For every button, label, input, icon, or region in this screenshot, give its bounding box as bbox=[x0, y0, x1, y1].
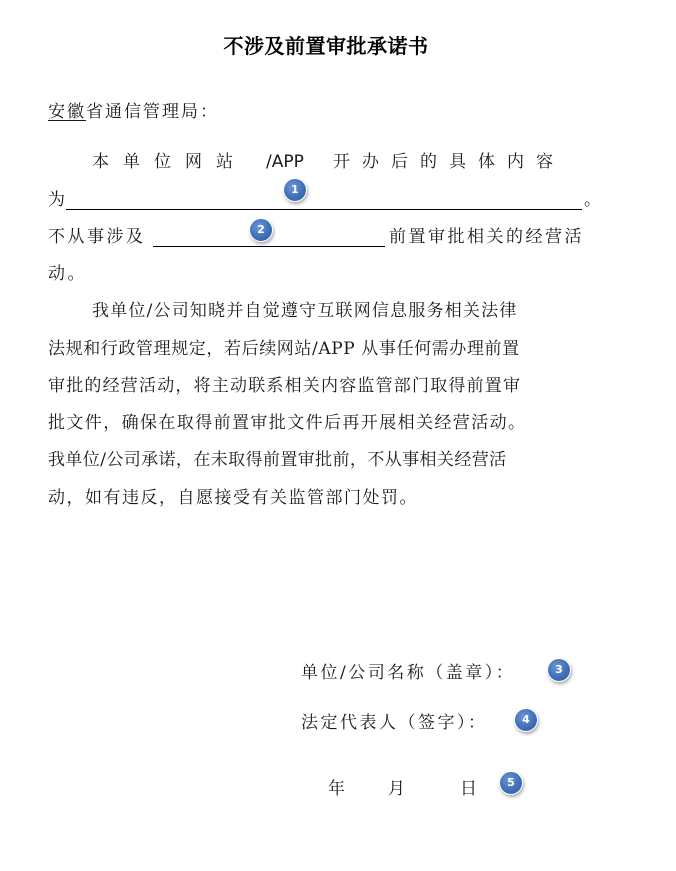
para1-line1-prefix: 本单位网站 bbox=[92, 152, 247, 172]
para1-line1-app: /APP bbox=[266, 152, 304, 172]
field-marker-3[interactable]: 3 bbox=[547, 658, 571, 682]
business-content-blank[interactable] bbox=[66, 209, 582, 210]
addressee bbox=[48, 97, 219, 122]
para2-line1: 我单位/公司知晓并自觉遵守互联网信息服务相关法律 bbox=[92, 301, 518, 321]
para1-line3-end: 前置审批相关的经营活 bbox=[389, 227, 584, 247]
company-name-label: 单位/公司名称（盖章）： bbox=[301, 663, 516, 683]
date-month-label: 月 bbox=[388, 779, 405, 799]
addressee-rest: 省通信管理局： bbox=[86, 102, 219, 122]
legal-rep-label: 法定代表人（签字）： bbox=[301, 713, 488, 733]
field-marker-1[interactable]: 1 bbox=[283, 178, 307, 202]
field-marker-2[interactable]: 2 bbox=[249, 218, 273, 242]
field-marker-4[interactable]: 4 bbox=[514, 708, 538, 732]
para1-line1-suffix: 开办后的具体内容 bbox=[333, 152, 565, 172]
para2-line6: 动，如有违反，自愿接受有关监管部门处罚。 bbox=[48, 488, 418, 508]
para2-line2: 法规和行政管理规定，若后续网站/APP 从事任何需办理前置 bbox=[48, 339, 520, 359]
approval-type-blank[interactable] bbox=[153, 246, 385, 247]
field-marker-5[interactable]: 5 bbox=[499, 771, 523, 795]
date-year-label: 年 bbox=[328, 779, 345, 799]
para1-line3-start: 不从事涉及 bbox=[48, 227, 146, 247]
para2-line3: 审批的经营活动，将主动联系相关内容监管部门取得前置审 bbox=[48, 376, 522, 396]
para2-line5: 我单位/公司承诺，在未取得前置审批前，不从事相关经营活 bbox=[48, 450, 507, 470]
document-title: 不涉及前置审批承诺书 bbox=[223, 34, 429, 58]
para1-line2-end: 。 bbox=[584, 190, 604, 210]
para1-line4: 动。 bbox=[48, 264, 87, 284]
para1-line2-start: 为 bbox=[48, 190, 68, 210]
date-day-label: 日 bbox=[460, 779, 477, 799]
para2-line4: 批文件，确保在取得前置审批文件后再开展相关经营活动。 bbox=[48, 413, 527, 433]
addressee-province: 安徽 bbox=[48, 102, 86, 122]
